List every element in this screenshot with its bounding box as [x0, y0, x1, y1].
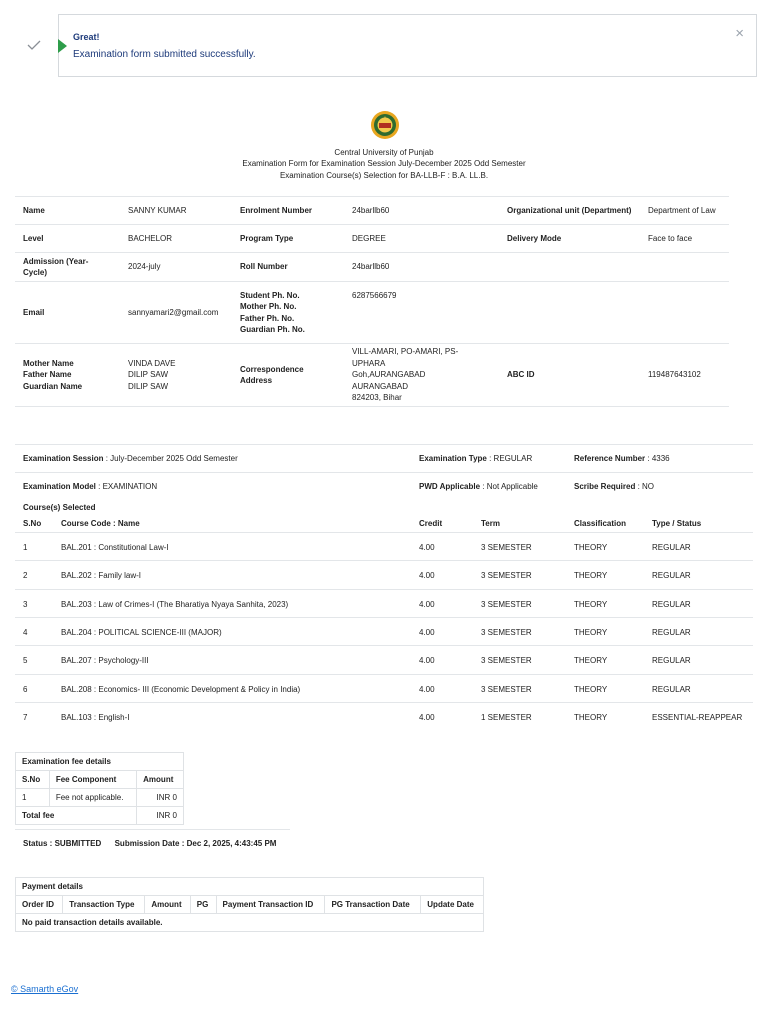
table-cell: 4.00 — [419, 599, 435, 609]
enrolment-label: Enrolment Number — [240, 205, 313, 215]
scribe-required: Scribe Required : NO — [574, 482, 655, 491]
table-cell: 7 — [23, 712, 28, 722]
fee-cell: 1 — [16, 789, 50, 807]
toast-message: Examination form submitted successfully. — [73, 49, 256, 60]
admission-value: 2024-july — [128, 262, 161, 272]
org-unit-label: Organizational unit (Department) — [507, 205, 632, 215]
table-cell: 2 — [23, 571, 28, 581]
phone-value: 6287566679 — [352, 291, 397, 300]
check-icon — [27, 38, 41, 52]
table-cell: REGULAR — [652, 599, 691, 609]
table-cell: 6 — [23, 684, 28, 694]
samarth-egov-link[interactable]: © Samarth eGov — [11, 984, 79, 994]
enrolment-value: 24barllb60 — [352, 205, 390, 215]
admission-label: Admission (Year-Cycle) — [23, 256, 89, 277]
table-row — [15, 589, 753, 617]
university-name: Central University of Punjab — [334, 148, 434, 157]
table-cell: 5 — [23, 656, 28, 666]
table-cell: THEORY — [574, 684, 608, 694]
table-cell: BAL.202 : Family law-I — [61, 571, 142, 581]
table-row — [15, 532, 753, 560]
table-cell: BAL.207 : Psychology-III — [61, 656, 149, 666]
table-cell: 4 — [23, 627, 28, 637]
table-cell: 3 SEMESTER — [481, 627, 532, 637]
level-label: Level — [23, 233, 44, 243]
table-cell: THEORY — [574, 656, 608, 666]
table-cell: 3 SEMESTER — [481, 599, 532, 609]
table-cell: REGULAR — [652, 627, 691, 637]
details-row — [15, 343, 729, 407]
table-cell: THEORY — [574, 599, 608, 609]
table-cell: 1 SEMESTER — [481, 712, 532, 722]
table-cell: 4.00 — [419, 543, 435, 552]
fee-cell: Fee not applicable. — [49, 789, 136, 807]
table-cell: 1 — [23, 543, 28, 552]
exam-model: Examination Model : EXAMINATION — [23, 482, 158, 491]
abc-id-value: 119487643102 — [648, 370, 701, 380]
courses-heading: Course(s) Selected — [23, 503, 96, 512]
table-cell: 3 SEMESTER — [481, 543, 532, 552]
student-details — [15, 196, 729, 407]
name-value: SANNY KUMAR — [128, 205, 187, 215]
payment-table — [15, 877, 484, 932]
table-cell: 3 SEMESTER — [481, 571, 532, 581]
address-value: VILL-AMARI, PO-AMARI, PS-UPHARA Goh,AURANGABAD AURANGABAD 824203, Bihar — [352, 347, 459, 403]
delivery-mode-value: Face to face — [648, 233, 693, 243]
fee-total-label: Total fee — [16, 807, 137, 825]
payment-empty-message: No paid transaction details available. — [16, 914, 484, 932]
table-cell: THEORY — [574, 571, 608, 581]
table-cell: 4.00 — [419, 627, 435, 637]
fee-cell: INR 0 — [137, 789, 184, 807]
table-row — [15, 674, 753, 702]
table-cell: BAL.201 : Constitutional Law-I — [61, 543, 169, 552]
org-unit-value: Department of Law — [648, 205, 716, 215]
table-cell: REGULAR — [652, 684, 691, 694]
phone-labels: Student Ph. No. Mother Ph. No. Father Ph. No. Guardian Ph. No. — [240, 290, 305, 334]
table-cell: BAL.103 : English-I — [61, 712, 130, 722]
fee-table — [15, 752, 184, 825]
exam-info-row — [15, 444, 753, 472]
level-value: BACHELOR — [128, 233, 173, 243]
roll-number-label: Roll Number — [240, 262, 288, 272]
details-row — [15, 252, 729, 281]
table-cell: 3 — [23, 599, 28, 609]
fee-table-title: Examination fee details — [16, 753, 184, 771]
details-row — [15, 224, 729, 252]
toast-accent-flag — [58, 39, 67, 53]
family-values: VINDA DAVE DILIP SAW DILIP SAW — [128, 358, 176, 391]
table-row — [15, 560, 753, 588]
form-title: Examination Form for Examination Session July-December 2025 Odd Semester — [242, 159, 526, 168]
table-cell: BAL.204 : POLITICAL SCIENCE-III (MAJOR) — [61, 627, 222, 637]
fee-header: Fee Component — [49, 771, 136, 789]
table-cell: THEORY — [574, 627, 608, 637]
course-selection-title: Examination Course(s) Selection for BA-LLB-F : B.A. LL.B. — [279, 171, 489, 180]
table-cell: 4.00 — [419, 712, 435, 722]
table-cell: BAL.203 : Law of Crimes-I (The Bharatiya Nyaya Sanhita, 2023) — [61, 599, 289, 609]
email-value: sannyamari2@gmail.com — [128, 307, 219, 317]
payment-header: Transaction Type — [63, 896, 145, 914]
close-icon[interactable]: × — [735, 25, 744, 42]
address-label: Correspondence Address — [240, 364, 304, 385]
table-cell: REGULAR — [652, 571, 691, 581]
table-cell: REGULAR — [652, 656, 691, 666]
university-logo — [370, 110, 400, 140]
abc-id-label: ABC ID — [507, 370, 535, 380]
pwd-applicable: PWD Applicable : Not Applicable — [419, 482, 538, 491]
fee-total-value: INR 0 — [137, 807, 184, 825]
table-cell: ESSENTIAL-REAPPEAR — [652, 712, 743, 722]
success-toast — [58, 14, 757, 77]
details-row — [15, 196, 729, 224]
table-cell: BAL.208 : Economics- III (Economic Development & Policy in India) — [61, 684, 301, 694]
exam-session: Examination Session : July-December 2025 Odd Semester — [23, 454, 238, 463]
table-cell: THEORY — [574, 712, 608, 722]
payment-header: Order ID — [16, 896, 63, 914]
payment-header: PG Transaction Date — [325, 896, 421, 914]
family-labels: Mother Name Father Name Guardian Name — [23, 358, 83, 391]
payment-table-title: Payment details — [16, 878, 484, 896]
table-row — [15, 617, 753, 645]
table-cell: 3 SEMESTER — [481, 656, 532, 666]
name-label: Name — [23, 205, 45, 215]
program-type-label: Program Type — [240, 233, 294, 243]
table-cell: 3 SEMESTER — [481, 684, 532, 694]
table-cell: 4.00 — [419, 684, 435, 694]
program-type-value: DEGREE — [352, 233, 386, 243]
table-cell: 4.00 — [419, 656, 435, 666]
payment-header: PG — [190, 896, 216, 914]
roll-number-value: 24barllb60 — [352, 262, 390, 272]
details-row — [15, 281, 729, 343]
delivery-mode-label: Delivery Mode — [507, 233, 562, 243]
exam-type: Examination Type : REGULAR — [419, 454, 533, 463]
table-row — [15, 645, 753, 673]
submission-status: Status : SUBMITTED Submission Date : Dec 2, 2025, 4:43:45 PM — [23, 839, 277, 848]
payment-header: Amount — [145, 896, 190, 914]
table-row — [15, 702, 753, 730]
payment-header: Update Date — [421, 896, 484, 914]
exam-info-row — [15, 472, 753, 500]
reference-number: Reference Number : 4336 — [574, 454, 670, 463]
toast-title: Great! — [73, 32, 100, 42]
table-cell: 4.00 — [419, 571, 435, 581]
email-label: Email — [23, 307, 45, 317]
fee-header: S.No — [16, 771, 50, 789]
payment-header: Payment Transaction ID — [216, 896, 325, 914]
table-cell: REGULAR — [652, 543, 691, 552]
table-cell: THEORY — [574, 543, 608, 552]
fee-header: Amount — [137, 771, 184, 789]
